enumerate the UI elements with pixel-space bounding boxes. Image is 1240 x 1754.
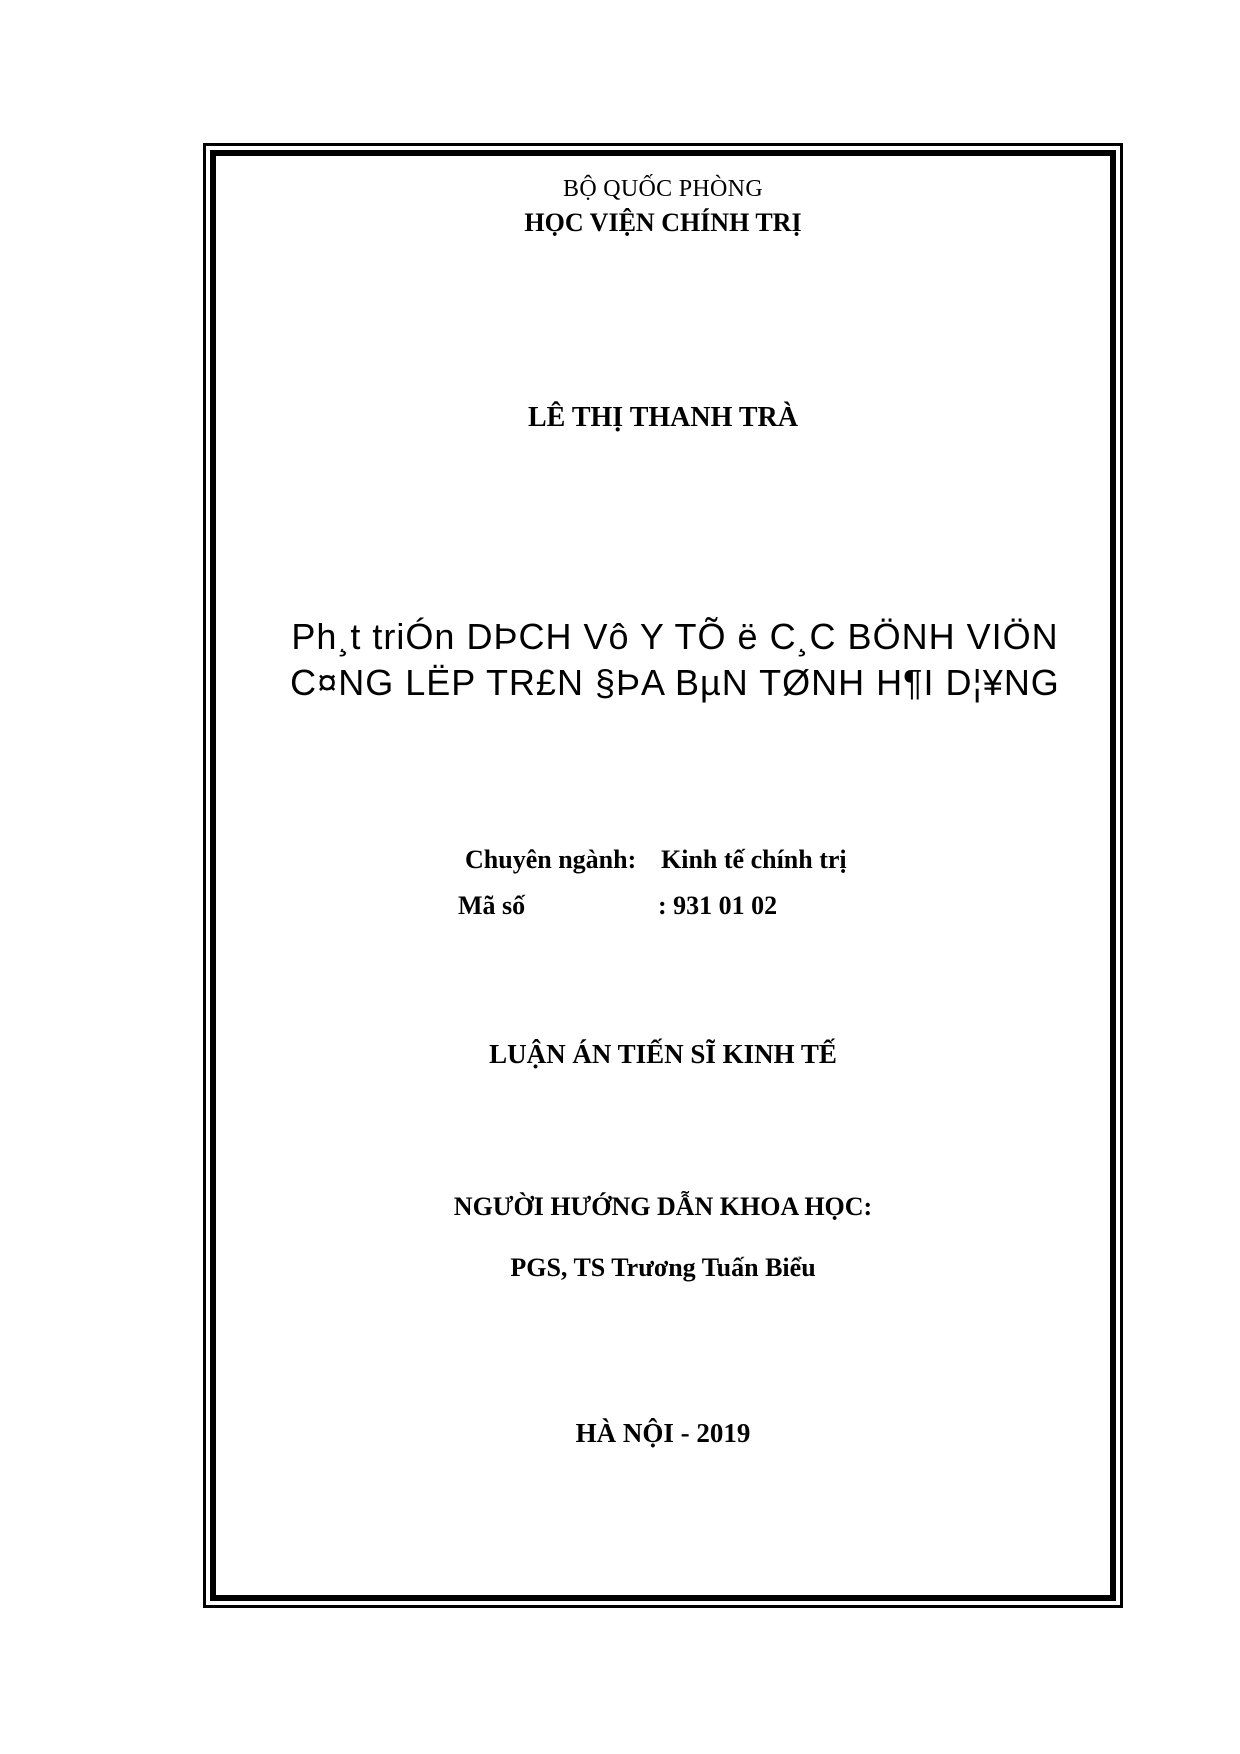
ministry-name: BỘ QUỐC PHÒNG bbox=[563, 176, 763, 202]
specialization-label: Chuyên ngành: bbox=[465, 845, 637, 874]
specialization-value: Kinh tế chính trị bbox=[661, 845, 847, 874]
academy-name: HỌC VIỆN CHÍNH TRỊ bbox=[524, 208, 802, 237]
degree-title: LUẬN ÁN TIẾN SĨ KINH TẾ bbox=[489, 1039, 837, 1069]
advisor-name: PGS, TS Trương Tuấn Biểu bbox=[510, 1253, 816, 1282]
advisor-heading: NGƯỜI HƯỚNG DẪN KHOA HỌC: bbox=[453, 1192, 873, 1221]
thesis-title-line-2: C¤NG LËP TR£N §ÞA BµN TØNH H¶I D¦¥NG bbox=[290, 662, 1060, 703]
code-label: Mã số bbox=[458, 891, 526, 920]
author-name: LÊ THỊ THANH TRÀ bbox=[528, 402, 798, 433]
cover-border-inner bbox=[210, 150, 1116, 1601]
place-year: HÀ NỘI - 2019 bbox=[575, 1418, 751, 1448]
code-value: : 931 01 02 bbox=[658, 891, 778, 920]
thesis-title-line-1: Ph¸t triÓn DÞCH Vô Y TÕ ë C¸C BÖNH VIÖN bbox=[291, 616, 1059, 657]
